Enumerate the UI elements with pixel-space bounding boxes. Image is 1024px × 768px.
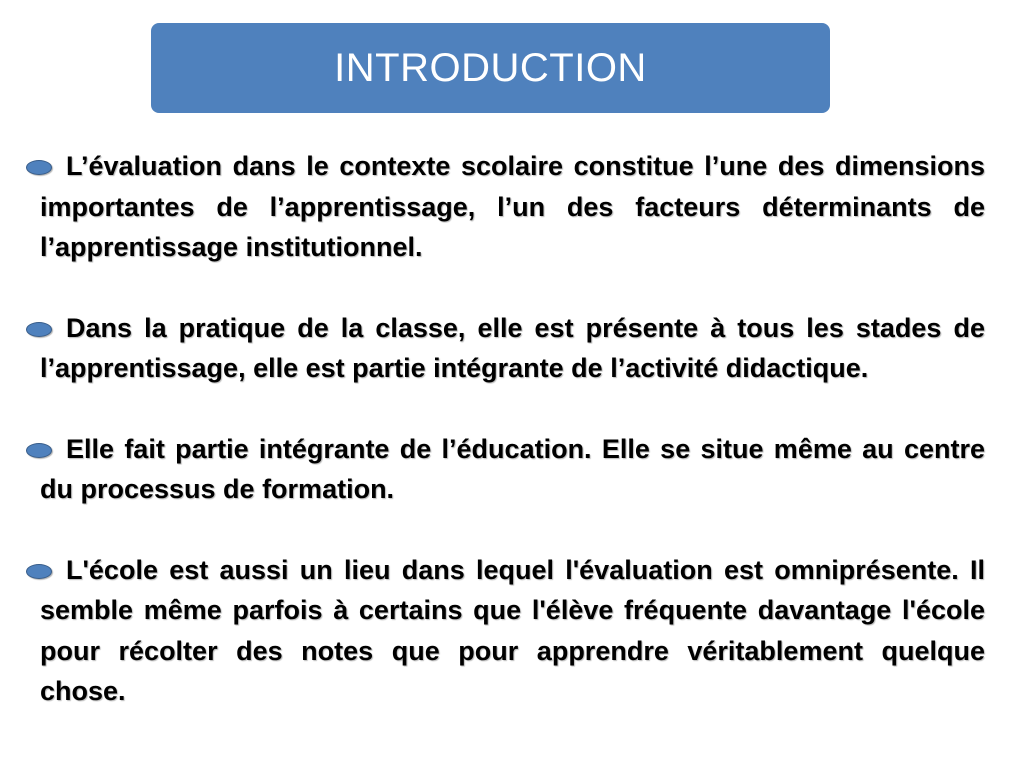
ellipse-bullet-icon bbox=[26, 160, 52, 175]
bullet-list bbox=[40, 146, 985, 712]
list-item-text: Elle fait partie intégrante de l’éducation. Elle se situe même au centre du processus de formation. bbox=[40, 433, 985, 504]
list-item bbox=[40, 550, 985, 712]
ellipse-bullet-icon bbox=[26, 564, 52, 579]
list-item bbox=[40, 429, 985, 510]
list-item-text: L'école est aussi un lieu dans lequel l'évaluation est omniprésente. Il semble même parfois à certains que l'élève fréquente davantage l'école pour récolter des notes que pour apprendre véritablement quelque chose. bbox=[40, 554, 985, 706]
title-banner bbox=[151, 23, 830, 113]
list-item bbox=[40, 146, 985, 268]
ellipse-bullet-icon bbox=[26, 322, 52, 337]
list-item bbox=[40, 308, 985, 389]
list-item-text: L’évaluation dans le contexte scolaire constitue l’une des dimensions importantes de l’apprentissage, l’un des facteurs déterminants de l’apprentissage institutionnel. bbox=[40, 151, 985, 262]
list-item-text: Dans la pratique de la classe, elle est présente à tous les stades de l’apprentissage, elle est partie intégrante de l’activité didactique. bbox=[40, 312, 985, 383]
page-title: INTRODUCTION bbox=[334, 45, 647, 90]
ellipse-bullet-icon bbox=[26, 443, 52, 458]
